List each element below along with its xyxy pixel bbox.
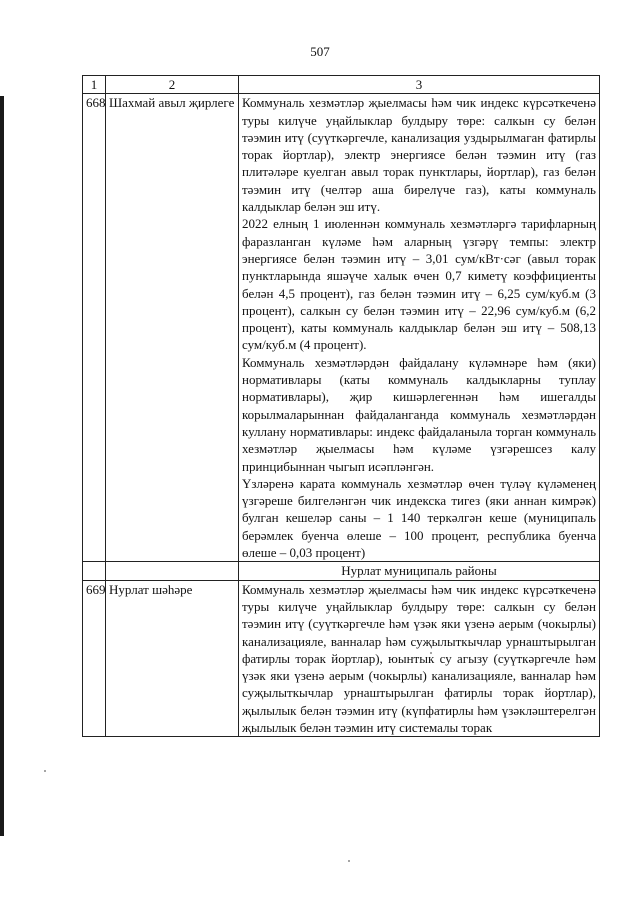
document-table <box>82 75 600 737</box>
table-header-row <box>83 76 600 94</box>
scan-edge-mark <box>0 96 4 836</box>
scan-speck <box>348 860 350 862</box>
description-paragraph: Коммуналь хезмәтләр җыелмасы һәм чик индекс күрсәткеченә туры килүче уңайлыклар булдыру төре: салкын су белән тәэмин итү (суүткәргечле һәм үзәк яки үзенә аерым (чокырлы) канализацияле, ванналар һәм суҗылыткычлар урнаштырылган фатирлы торак йортлар), юынтык су агызу (суүткәргечле һәм үзәк яки үзенә аерым (чокырлы) канализацияле, ванналар һәм суҗылыткычлар урнаштырылган фатирлы торак йортлар), җылылык белән тәэмин итү (күпфатирлы һәм үзәкләштерелгән җылылык белән тәэмин итү системалы торак <box>242 581 596 735</box>
row-number: 668 <box>83 94 106 562</box>
description-paragraph: Коммуналь хезмәтләр җыелмасы һәм чик индекс күрсәткеченә туры килүче уңайлыклар булдыру төре: салкын су белән тәэмин итү (суүткәргечле, канализация уздырылмаган фатирлы торак йортлар), электр энергиясе белән тәэмин итү (газ плитәләре куелган авыл торак пунктлары, йортлар), газ белән тәэмин итү (челтәр аша бирелүче газ), каты коммуналь калдыклар белән эш итү. <box>242 95 596 215</box>
scan-speck <box>44 770 46 772</box>
table-row <box>83 580 600 737</box>
column-header: 3 <box>239 76 600 94</box>
column-header: 2 <box>106 76 239 94</box>
description-paragraph: Коммуналь хезмәтләрдән файдалану күләмнәре һәм (яки) нормативлары (каты коммуналь калдыкларны туплау нормативлары), җир кишәрлегеннән һәм ишегалды корылмаларыннан файдаланганда коммуналь хезмәтләрдән куллану нормативлары: индекс файдаланыла торган коммуналь хезмәтләр җыелмасы һәм күләме үзгәрешсез калу принцибыннан чыгып исәпләнгән. <box>242 354 596 474</box>
settlement-name: Шахмай авыл җирлеге <box>106 94 239 562</box>
description-paragraph: 2022 елның 1 июленнән коммуналь хезмәтләргә тарифларның фаразланган күләме һәм аларның үзгәрү темпы: электр энергиясе белән тәэмин итү – 3,01 сум/кВт·сәг (авыл торак пунктларында яшәүче халык өчен 0,7 киметү коэффициенты белән 4,5 процент), газ белән тәэмин итү – 6,25 сум/куб.м (3 процент), салкын су белән тәэмин итү – 22,96 сум/куб.м (6,2 процент), каты коммуналь калдыклар белән эш итү – 508,13 сум/куб.м (4 процент). <box>242 216 596 353</box>
description-paragraph: Үзләренә карата коммуналь хезмәтләр өчен түләү күләменең үзгәреше билгеләнгән чик индекска тигез (яки аннан кимрәк) булган кешеләр саны – 1 140 теркәлгән кеше (муниципаль берәмлек буенча өлеше – 100 процент, республика буенча өлеше – 0,03 процент) <box>242 475 596 561</box>
column-header: 1 <box>83 76 106 94</box>
section-row <box>83 562 600 580</box>
page-number: 507 <box>310 44 330 59</box>
row-description <box>239 94 600 562</box>
section-title: Нурлат муниципаль районы <box>239 562 600 580</box>
table-row <box>83 94 600 562</box>
row-number: 669 <box>83 580 106 737</box>
row-description <box>239 580 600 737</box>
settlement-name: Нурлат шәһәре <box>106 580 239 737</box>
